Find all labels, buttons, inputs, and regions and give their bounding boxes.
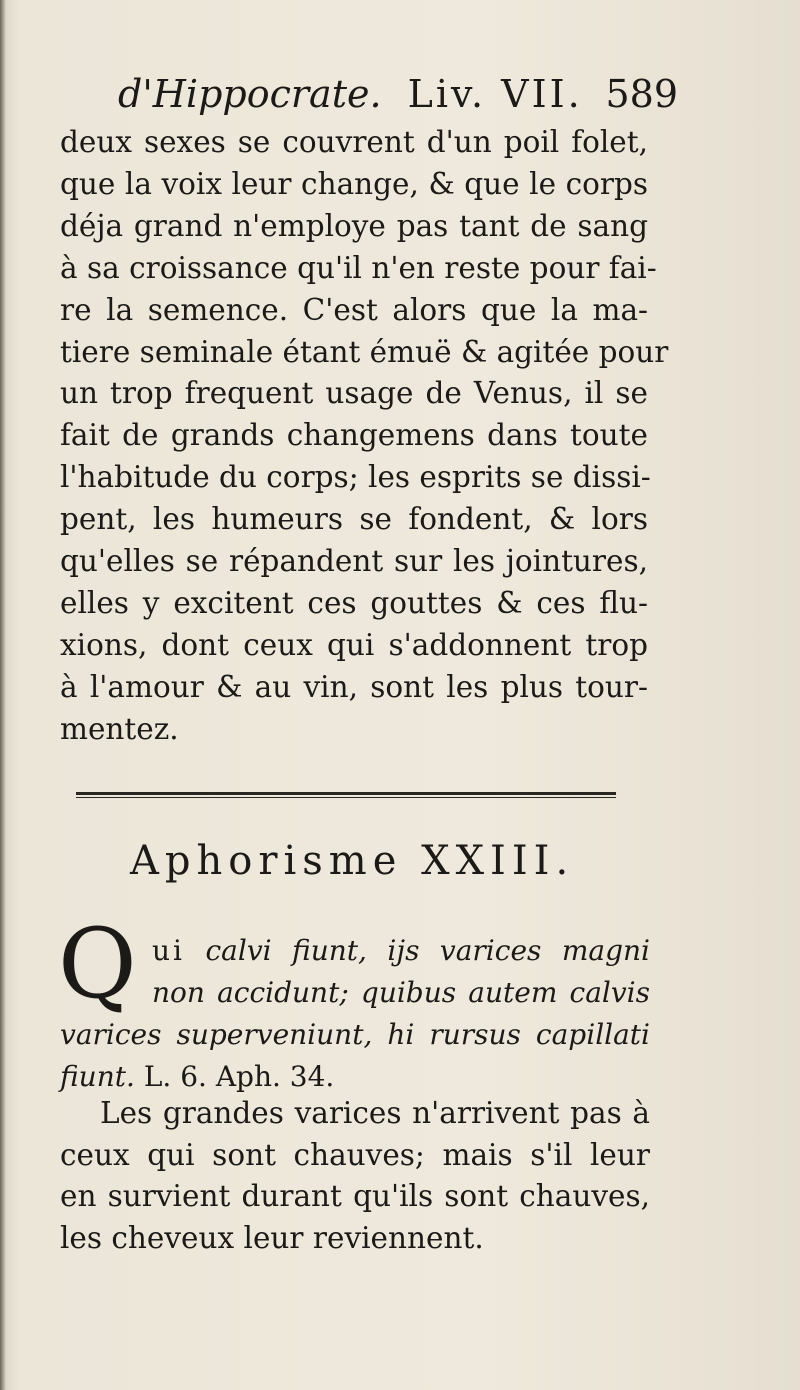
text-line: re la semence. C'est alors que la ma- [60,292,648,327]
latin-line: non accidunt; quibus autem calvis [152,976,650,1009]
latin-aphorism [60,930,650,1098]
page-number: 589 [605,72,678,116]
spine-shadow [0,0,6,1390]
body-paragraph [60,122,669,751]
page-header [118,72,678,120]
text-line: xions, dont ceux qui s'addonnent trop [60,627,648,662]
latin-line: varices superveniunt, hi rursus capillati [60,1018,650,1051]
book-number: Liv. VII. [407,72,583,116]
latin-text: fiunt. [60,1060,135,1093]
text-line: deux sexes se couvrent d'un poil folet, [60,125,648,159]
latin-line [60,1056,650,1098]
text-line: l'habitude du corps; les esprits se dissi- [60,460,651,495]
french-line: en survient durant qu'ils sont chauves, [60,1179,650,1213]
french-line: ceux qui sont chauves; mais s'il leur [60,1137,650,1172]
drop-cap: Q [58,908,137,1020]
aphorism-title: Aphorisme XXIII. [130,838,575,884]
text-line: fait de grands changemens dans toute [60,418,648,453]
running-title: d'Hippocrate. [118,72,382,116]
text-line: à sa croissance qu'il n'en reste pour fai- [60,250,657,285]
text-line: qu'elles se répandent sur les jointures, [60,544,648,579]
french-translation [60,1093,650,1259]
aphorism-reference: L. 6. Aph. 34. [143,1060,335,1093]
text-line: que la voix leur change, & que le corps [60,166,648,201]
text-line: un trop frequent usage de Venus, il se [60,376,648,411]
section-rule-thin [76,797,616,798]
small-caps-word: ui [152,934,185,967]
latin-line [60,930,650,972]
section-rule-thick [76,792,616,795]
text-line: à l'amour & au vin, sont les plus tour- [60,669,648,704]
french-line: Les grandes varices n'arrivent pas à [100,1096,650,1130]
text-line: tiere seminale étant émuë & agitée pour [60,334,669,369]
text-line: elles y excitent ces gouttes & ces flu- [60,585,648,620]
text-line: mentez. [60,711,179,746]
french-line: les cheveux leur reviennent. [60,1220,484,1255]
text-line: pent, les humeurs se fondent, & lors [60,502,648,537]
latin-text: calvi fiunt, ijs varices magni [205,934,651,967]
text-line: déja grand n'employe pas tant de sang [60,208,648,243]
